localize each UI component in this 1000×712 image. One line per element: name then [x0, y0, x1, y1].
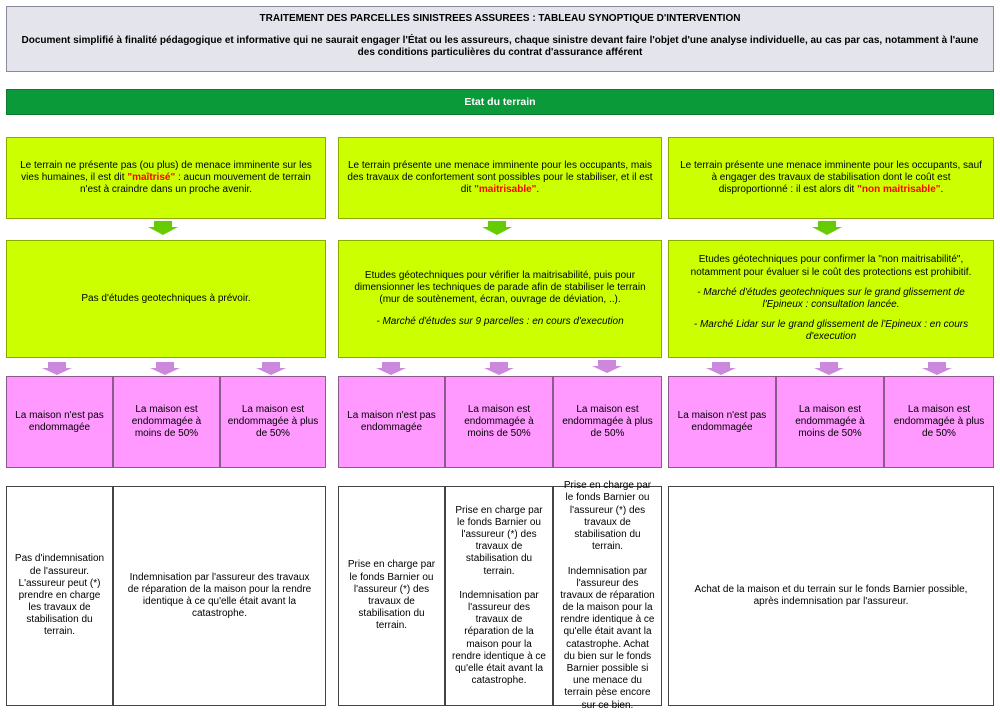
case-label: La maison est endommagée à moins de 50%	[131, 403, 202, 440]
outcome-barnier-stabilisation	[338, 486, 445, 706]
down-arrow-icon	[482, 221, 512, 235]
outcome-text: Prise en charge par le fonds Barnier ou l'assureur (*) des travaux de stabilisation du terrain. Indemnisation par l'assureur des travaux de réparation de la maison pour la rendre identique à ce qu'elle était avant la catastrophe.	[452, 504, 546, 687]
down-arrow-icon	[592, 360, 622, 373]
outcome-text: Achat de la maison et du terrain sur le fonds Barnier possible, après indemnisation par l'assureur.	[694, 583, 968, 607]
case-damaged-under-50	[776, 376, 884, 468]
down-arrow-icon	[922, 362, 952, 375]
outcome-barnier-and-repair	[445, 486, 553, 706]
studies-note: - Marché d'études geotechniques sur le grand glissement de l'Epineux : consultation lancée.	[697, 286, 965, 310]
studies-text: Etudes géotechniques pour confirmer la "non maitrisabilité", notamment pour évaluer si le coût des protections est prohibitif.	[690, 254, 972, 278]
case-damaged-over-50	[220, 376, 326, 468]
case-damaged-under-50	[445, 376, 553, 468]
state-term: "maîtrisé"	[127, 171, 176, 183]
state-text-before: Le terrain présente une menace imminente pour les occupants, mais des travaux de confortement sont possibles pour le stabiliser, et il est dit	[347, 159, 653, 196]
outcome-text: Prise en charge par le fonds Barnier ou l'assureur (*) des travaux de stabilisation du terrain.	[347, 559, 436, 632]
case-label: La maison est endommagée à moins de 50%	[464, 403, 534, 440]
case-label: La maison n'est pas endommagée	[15, 409, 104, 433]
outcome-text: Pas d'indemnisation de l'assureur. L'assureur peut (*) prendre en charge les travaux de stabilisation du terrain.	[14, 553, 105, 638]
state-text-after: : aucun mouvement de terrain n'est à craindre dans un proche avenir.	[79, 171, 311, 196]
studies-box-maitrise	[6, 240, 326, 358]
terrain-state-maitrise	[6, 137, 326, 219]
outcome-indemnity-repair	[113, 486, 326, 706]
down-arrow-icon	[814, 362, 844, 375]
terrain-state-maitrisable	[338, 137, 662, 219]
down-arrow-icon	[256, 362, 286, 375]
down-arrow-icon	[812, 221, 842, 235]
case-label: La maison est endommagée à plus de 50%	[562, 403, 653, 440]
case-damaged-under-50	[113, 376, 220, 468]
outcome-text: Indemnisation par l'assureur des travaux de réparation de la maison pour la rendre identique à ce qu'elle était avant la catastrophe.	[127, 571, 312, 620]
outcome-barnier-repair-purchase	[553, 480, 662, 711]
state-term: "non maitrisable"	[857, 184, 941, 196]
state-text-before: Le terrain présente une menace imminente pour les occupants, sauf à engager des travaux de stabilisation dont le coût est disproportionné : il est alors dit	[680, 159, 982, 196]
case-label: La maison est endommagée à plus de 50%	[893, 403, 985, 440]
case-label: La maison est endommagée à plus de 50%	[227, 403, 319, 440]
studies-note: - Marché Lidar sur le grand glissement de l'Epineux : en cours d'execution	[693, 319, 969, 343]
outcome-no-indemnity	[6, 486, 113, 706]
state-term: "maitrisable"	[474, 184, 537, 196]
state-text-before: Le terrain ne présente pas (ou plus) de menace imminente sur les vies humaines, il est dit	[20, 159, 312, 183]
down-arrow-icon	[706, 362, 736, 375]
header-disclaimer: Document simplifié à finalité pédagogique et informative qui ne saurait engager l'État ou les assureurs, chaque sinistre devant faire l'objet d'une analyse individuelle, au cas par cas, notamment à l'aune des conditions particulières du contrat d'assurance afférent	[21, 35, 979, 59]
case-not-damaged	[338, 376, 445, 468]
down-arrow-icon	[484, 362, 514, 375]
studies-box-non-maitrisable	[668, 240, 994, 358]
down-arrow-icon	[376, 362, 406, 375]
section-band: Etat du terrain	[6, 89, 994, 115]
document-header	[6, 6, 994, 72]
state-text-after: .	[536, 184, 540, 196]
case-label: La maison est endommagée à moins de 50%	[795, 403, 865, 440]
case-not-damaged	[668, 376, 776, 468]
studies-box-maitrisable	[338, 240, 662, 358]
down-arrow-icon	[148, 221, 178, 235]
studies-note: - Marché d'études sur 9 parcelles : en cours d'execution	[376, 316, 624, 328]
studies-text: Etudes géotechniques pour vérifier la maitrisabilité, puis pour dimensionner les techniques de parade afin de stabiliser le terrain (mur de soutènement, écran, ouvrage de déviation, ..).	[354, 269, 646, 305]
outcome-purchase-barnier	[668, 486, 994, 706]
down-arrow-icon	[42, 362, 72, 375]
header-title: TRAITEMENT DES PARCELLES SINISTREES ASSUREES : TABLEAU SYNOPTIQUE D'INTERVENTION	[259, 13, 741, 24]
case-label: La maison n'est pas endommagée	[677, 409, 767, 433]
outcome-text: Prise en charge par le fonds Barnier ou l'assureur (*) des travaux de stabilisation du terrain. Indemnisation par l'assureur des travaux de réparation de la maison pour la rendre identique à ce qu'elle était avant la catastrophe. Achat du bien sur le fonds Barnier possible si une menace du terrain pèse encore sur ce bien.	[560, 480, 655, 711]
terrain-state-non-maitrisable	[668, 137, 994, 219]
down-arrow-icon	[150, 362, 180, 375]
studies-text: Pas d'études geotechniques à prévoir.	[81, 292, 251, 304]
case-damaged-over-50	[553, 376, 662, 468]
state-text-after: .	[940, 184, 944, 196]
case-not-damaged	[6, 376, 113, 468]
case-label: La maison n'est pas endommagée	[347, 409, 436, 433]
case-damaged-over-50	[884, 376, 994, 468]
